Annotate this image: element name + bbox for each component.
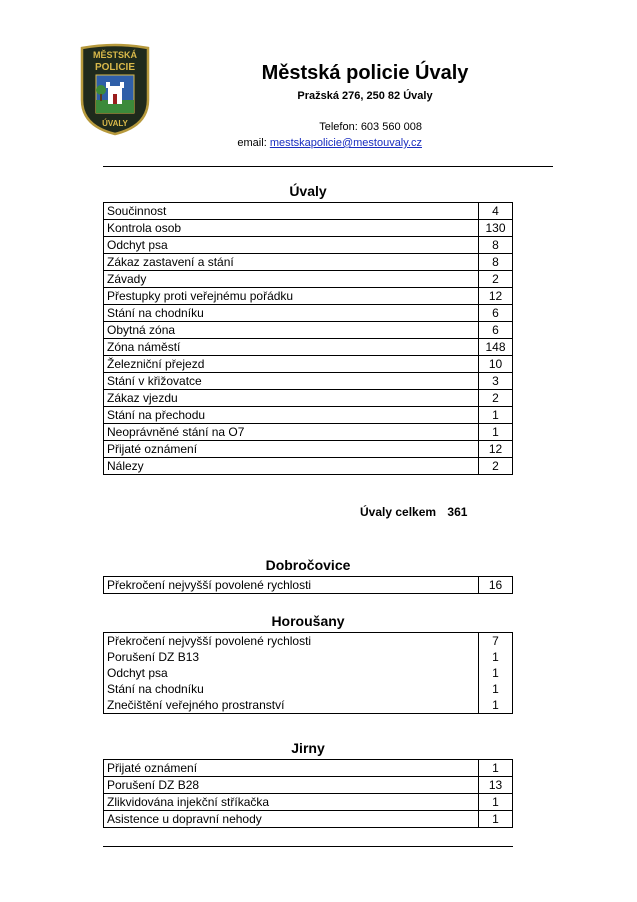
row-value: 16 — [479, 577, 513, 594]
table-row — [104, 665, 513, 681]
row-value: 7 — [479, 633, 513, 650]
table-row — [104, 424, 513, 441]
email-label: email: — [237, 137, 267, 149]
horousany-table — [103, 632, 513, 714]
row-value: 12 — [479, 288, 513, 305]
row-label: Neoprávněné stání na O7 — [104, 424, 479, 441]
footer-divider — [103, 846, 513, 847]
row-value: 1 — [479, 407, 513, 424]
logo-text-bottom: ÚVALY — [102, 119, 128, 128]
section-title-uvaly: Úvaly — [289, 183, 327, 199]
row-value: 6 — [479, 322, 513, 339]
row-value: 148 — [479, 339, 513, 356]
table-row — [104, 237, 513, 254]
table-row — [104, 322, 513, 339]
row-value: 4 — [479, 203, 513, 220]
header-divider — [103, 166, 553, 167]
row-label: Závady — [104, 271, 479, 288]
address: Pražská 276, 250 82 Úvaly — [297, 90, 433, 102]
row-label: Odchyt psa — [104, 237, 479, 254]
phone: Telefon: 603 560 008 — [319, 121, 422, 133]
row-label: Odchyt psa — [104, 665, 479, 681]
row-label: Stání na přechodu — [104, 407, 479, 424]
section-title-dobrocovice: Dobročovice — [265, 557, 351, 573]
email-link[interactable]: mestskapolicie@mestouvaly.cz — [269, 137, 422, 149]
table-row — [104, 373, 513, 390]
row-value: 1 — [479, 760, 513, 777]
row-label: Zákaz vjezdu — [104, 390, 479, 407]
table-row — [104, 681, 513, 697]
logo-text-top: MĚSTSKÁ — [92, 50, 138, 60]
table-row — [104, 458, 513, 475]
row-label: Přijaté oznámení — [104, 441, 479, 458]
row-label: Součinnost — [104, 203, 479, 220]
row-value: 2 — [479, 458, 513, 475]
row-value: 3 — [479, 373, 513, 390]
total-label: Úvaly celkem — [360, 505, 437, 519]
row-label: Přijaté oznámení — [104, 760, 479, 777]
table-row — [104, 777, 513, 794]
jirny-table — [103, 759, 513, 828]
table-row — [104, 305, 513, 322]
row-value: 8 — [479, 237, 513, 254]
row-label: Zlikvidována injekční stříkačka — [104, 794, 479, 811]
row-value: 1 — [479, 681, 513, 697]
table-row — [104, 811, 513, 828]
total-value: 361 — [447, 505, 468, 519]
row-label: Porušení DZ B28 — [104, 777, 479, 794]
table-row — [104, 254, 513, 271]
table-row — [104, 390, 513, 407]
table-row — [104, 794, 513, 811]
table-row — [104, 633, 513, 650]
row-label: Kontrola osob — [104, 220, 479, 237]
uvaly-total — [360, 505, 467, 519]
row-value: 13 — [479, 777, 513, 794]
table-row — [104, 697, 513, 714]
dobrocovice-table — [103, 576, 513, 594]
row-label: Přestupky proti veřejnému pořádku — [104, 288, 479, 305]
row-label: Překročení nejvyšší povolené rychlosti — [104, 633, 479, 650]
uvaly-table — [103, 202, 513, 475]
row-label: Porušení DZ B13 — [104, 649, 479, 665]
row-value: 8 — [479, 254, 513, 271]
row-label: Stání na chodníku — [104, 305, 479, 322]
row-value: 2 — [479, 390, 513, 407]
row-value: 1 — [479, 665, 513, 681]
row-value: 2 — [479, 271, 513, 288]
row-label: Obytná zóna — [104, 322, 479, 339]
police-badge-logo — [78, 42, 152, 136]
table-row — [104, 339, 513, 356]
row-label: Nálezy — [104, 458, 479, 475]
row-label: Zóna náměstí — [104, 339, 479, 356]
row-value: 1 — [479, 424, 513, 441]
row-value: 6 — [479, 305, 513, 322]
table-row — [104, 356, 513, 373]
table-row — [104, 577, 513, 594]
row-label: Stání v křižovatce — [104, 373, 479, 390]
row-label: Železniční přejezd — [104, 356, 479, 373]
table-row — [104, 271, 513, 288]
email-row — [200, 137, 422, 149]
table-row — [104, 407, 513, 424]
row-label: Znečištění veřejného prostranství — [104, 697, 479, 714]
row-value: 1 — [479, 649, 513, 665]
row-label: Překročení nejvyšší povolené rychlosti — [104, 577, 479, 594]
row-value: 12 — [479, 441, 513, 458]
section-title-horousany: Horoušany — [271, 613, 345, 629]
table-row — [104, 203, 513, 220]
logo-text-mid: POLICIE — [94, 62, 136, 73]
row-value: 1 — [479, 794, 513, 811]
row-value: 1 — [479, 697, 513, 714]
row-value: 10 — [479, 356, 513, 373]
row-label: Asistence u dopravní nehody — [104, 811, 479, 828]
section-title-jirny: Jirny — [291, 740, 325, 756]
row-label: Zákaz zastavení a stání — [104, 254, 479, 271]
row-value: 1 — [479, 811, 513, 828]
table-row — [104, 441, 513, 458]
row-label: Stání na chodníku — [104, 681, 479, 697]
table-row — [104, 760, 513, 777]
row-value: 130 — [479, 220, 513, 237]
table-row — [104, 288, 513, 305]
table-row — [104, 220, 513, 237]
page-title: Městská policie Úvaly — [261, 62, 469, 84]
table-row — [104, 649, 513, 665]
